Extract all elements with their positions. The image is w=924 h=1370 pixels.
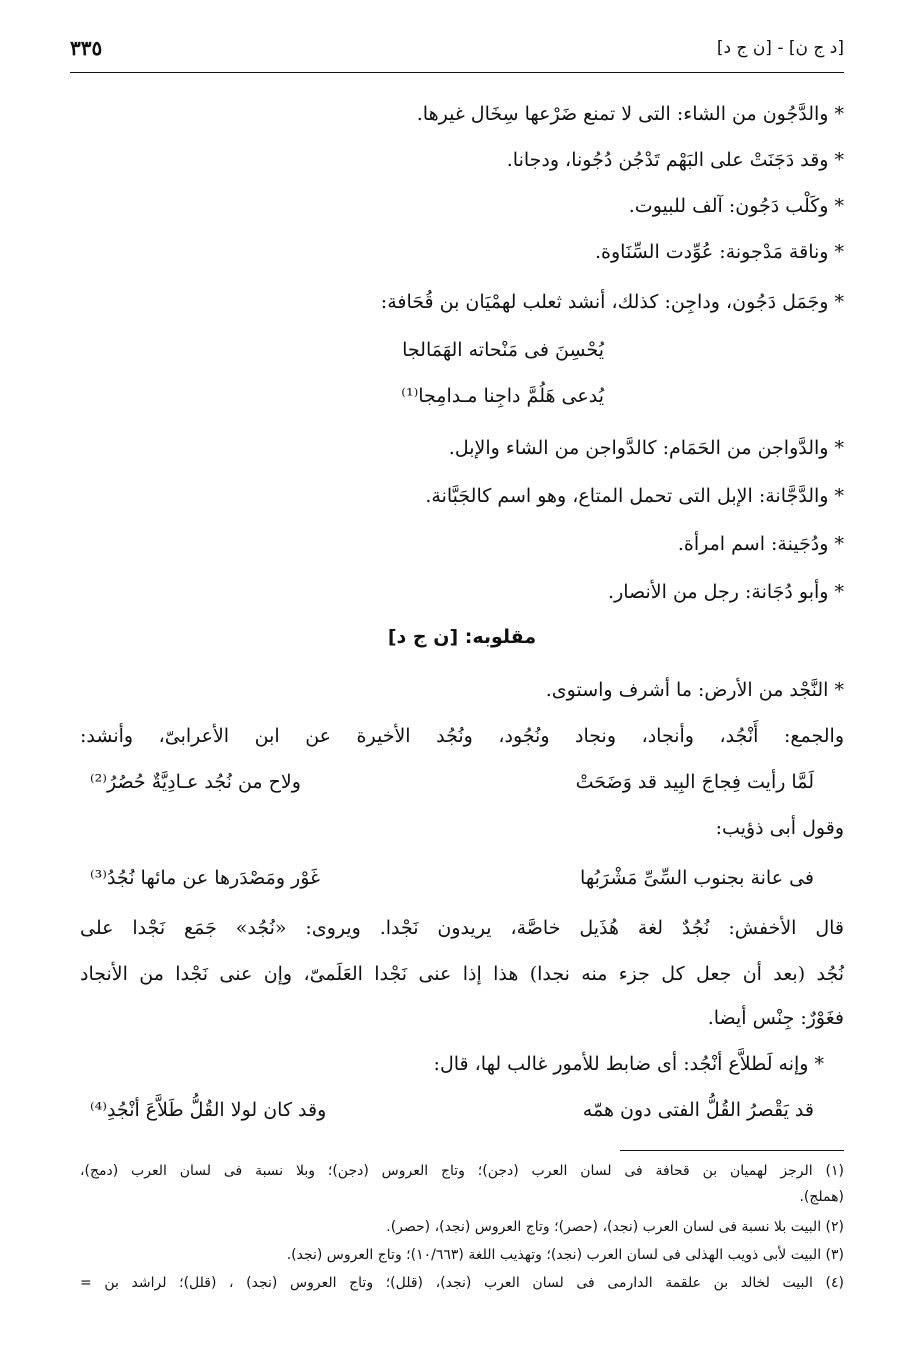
entry-line: * والدَّواجن من الحَمَام: كالدَّواجن من الشاء والإبل. (448, 437, 844, 459)
entry-line: والجمع: أَنْجُد، وأنجاد، ونجاد ونُجُود، ونُجُد الأخيرة عن ابن الأعرابىّ، وأنشد: (80, 725, 844, 747)
verse-hemistich-2: غَوْر ومَصْدَرها عن مائها نُجُدُ⁽³⁾ (90, 867, 320, 889)
page-header (70, 34, 844, 74)
entry-line: * وأبو دُجَانة: رجل من الأنصار. (608, 581, 844, 603)
entry-line: * والدَّجَّانة: الإبل التى تحمل المتاع، وهو اسم كالجَبَّانة. (425, 485, 844, 507)
page-number: ٣٣٥ (70, 36, 103, 60)
verse-hemistich-1: قد يَقْصرُ القُلُّ الفتى دون همّه (582, 1099, 814, 1121)
entry-line: وقول أبى ذؤيب: (715, 817, 844, 839)
entry-line: * وكَلْب دَجُون: آلف للبيوت. (628, 195, 844, 217)
entry-line: * ودُجَينة: اسم امرأة. (677, 533, 844, 555)
verse-hemistich-2: وقد كان لولا القُلُّ طَلاَّعَ أنْجُدِ⁽⁴⁾ (90, 1099, 327, 1121)
footnote: (٣) البيت لأبى ذويب الهذلى فى لسان العرب (نجد)؛ وتهذيب اللغة (١٠/٦٦٣)؛ وتاج العروس (نجد). (286, 1247, 844, 1263)
entry-line: * وإنه لَطلاَّع أنْجُد: أى ضابط للأمور غالب لها، قال: (433, 1053, 824, 1075)
entry-line: * والدَّجُون من الشاء: التى لا تمنع ضَرْعها سِخَال غيرها. (416, 103, 844, 125)
poem-line: يُحْسِنَ فى مَنْحاته الهَمَالجا (402, 339, 604, 361)
entry-line: * وناقة مَدْجونة: عُوِّدت السِّنَاوة. (595, 241, 844, 263)
footnote-rule (620, 1150, 844, 1151)
footnote: (١) الرجز لهميان بن قحافة فى لسان العرب (دجن)؛ وتاج العروس (دجن)؛ وبلا نسبة فى لسان العرب (دمج)، (80, 1163, 844, 1179)
paragraph-line: نُجُد (بعد أن جعل كل جزء منه نجدا) هذا إذا عنى نَجْدا العَلَمىّ، وإن عنى نَجْدا من الأنجاد (80, 963, 844, 985)
verse-hemistich-1: فى عانة بجنوب السِّىِّ مَشْرَبُها (580, 867, 814, 889)
entry-line: * وقد دَجَنَتْ على البَهْم تَدْجُن دُجُونا، ودجانا. (506, 149, 844, 171)
paragraph-line: فغَوْرٌ: جِنْس أيضا. (707, 1007, 844, 1029)
verse-hemistich-1: لَمَّا رأيت فِجاجَ البِيد قد وَضَحَتْ (575, 771, 814, 793)
entry-line: * النَّجْد من الأرض: ما أشرف واستوى. (545, 679, 844, 701)
entry-line: * وجَمَل دَجُون، وداجِن: كذلك، أنشد ثعلب لهمْيَان بن قُحَافة: (380, 291, 844, 313)
root-heading: [د ج ن] - [ن ج د] (716, 38, 844, 58)
header-rule (70, 72, 844, 73)
footnote-continuation: (هملج). (799, 1189, 844, 1205)
section-heading: مقلوبه: [ن ج د] (387, 626, 537, 648)
verse-hemistich-2: ولاح من نُجُد عـادِيَّةٌ حُصُرُ⁽²⁾ (90, 771, 301, 793)
footnote: (٤) البيت لخالد بن علقمة الدارمى فى لسان العرب (نجد)، (قلل)؛ وتاج العروس (نجد) ، (قلل)؛ لراشد بن = (80, 1275, 844, 1291)
footnote: (٢) البيت بلا نسبة فى لسان العرب (نجد)، (حصر)؛ وتاج العروس (نجد)، (حصر). (386, 1219, 844, 1235)
poem-line: يُدعى هَلُمَّ داجِنا مـدامِجا⁽¹⁾ (401, 385, 604, 407)
paragraph-line: قال الأخفش: نُجُدٌ لغة هُذَيل خاصَّة، يريدون نَجْدا. ويروى: «نُجُد» جَمَع نَجْدا على (80, 917, 844, 939)
